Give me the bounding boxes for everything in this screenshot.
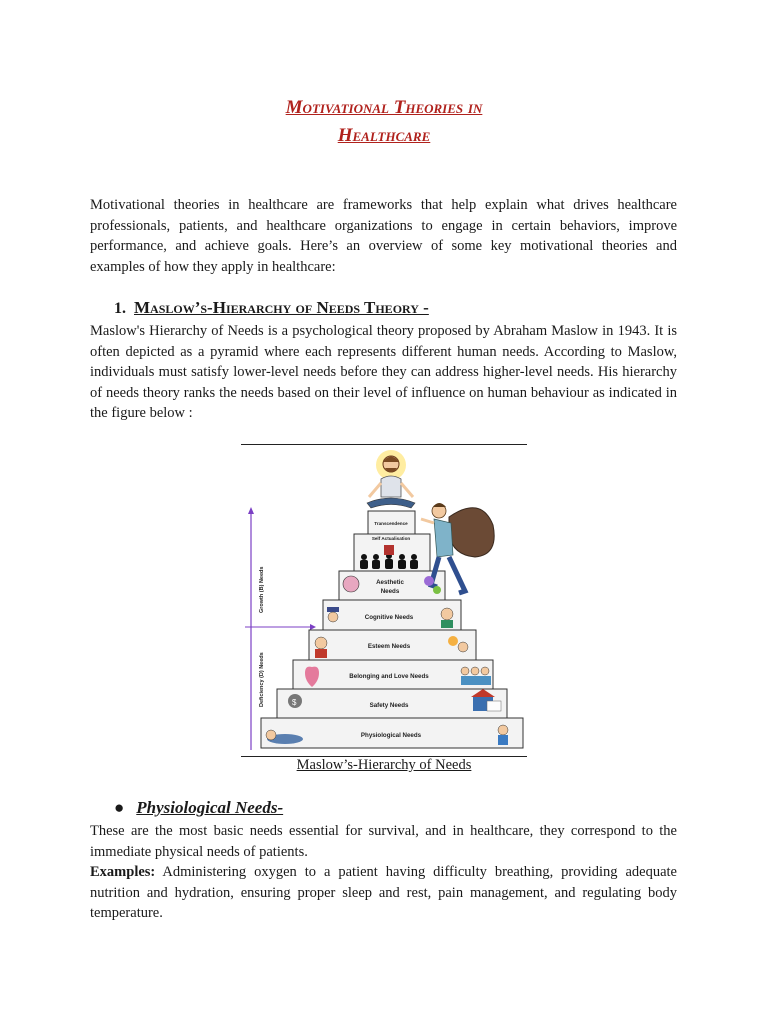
section-1-heading — [114, 298, 429, 318]
figure-caption: Maslow’s-Hierarchy of Needs — [296, 757, 472, 773]
dollar-icon: $ — [292, 698, 297, 707]
intro-paragraph: Motivational theories in healthcare are frameworks that help explain what drives healthcare professionals, patients, and healthcare organizations to engage in certain behaviors, improve performance, and achieve goals. Here’s an overview of some key motivational theories and examples of how they apply in healthcare: — [90, 197, 677, 275]
maslow-pyramid-figure — [241, 444, 527, 757]
maslow-pyramid-illustration — [241, 445, 527, 754]
level-transcendence: Transcendence — [374, 521, 408, 526]
level-safety: Safety Needs — [369, 702, 409, 709]
level-aesthetic-line-1: Aesthetic — [376, 579, 404, 586]
level-physiological: Physiological Needs — [360, 732, 422, 739]
title-line-1: Motivational Theories in — [285, 97, 483, 118]
section-1-number: 1. — [114, 300, 126, 317]
bullet-physiological — [114, 798, 283, 818]
bullet-physiological-label: Physiological Needs- — [136, 798, 284, 817]
physiological-body: These are the most basic needs essential for survival, and in healthcare, they correspond to the immediate physical needs of patients. — [90, 823, 677, 860]
growth-needs-label: Growth (B) Needs — [259, 566, 265, 613]
level-esteem: Esteem Needs — [367, 643, 411, 650]
examples-label: Examples: — [90, 864, 156, 880]
title-line-2: Healthcare — [337, 125, 431, 146]
level-aesthetic-line-2: Needs — [380, 588, 400, 595]
level-self-actualisation: Self Actualisation — [371, 536, 411, 541]
deficiency-needs-label: Deficiency (D) Needs — [259, 652, 265, 707]
level-cognitive: Cognitive Needs — [364, 614, 414, 621]
document-title — [0, 94, 768, 150]
section-1-body: Maslow's Hierarchy of Needs is a psychological theory proposed by Abraham Maslow in 1943. It is often depicted as a pyramid where each represents different human needs. According to Maslow, individuals must satisfy lower-level needs before they can address higher-level needs. His hierarchy of needs theory ranks the needs based on their level of influence on human behaviour as indicated in the figure below : — [90, 323, 677, 421]
bullet-dot-icon: ● — [114, 798, 125, 817]
examples-text: Administering oxygen to a patient having difficulty breathing, providing adequate nutrition and hydration, ensuring proper sleep and rest, pain management, and regulating body temperature. — [90, 864, 677, 921]
section-1-title: Maslow’s-Hierarchy of Needs Theory - — [134, 298, 429, 317]
physiological-examples — [90, 862, 677, 924]
level-belonging: Belonging and Love Needs — [349, 673, 429, 680]
